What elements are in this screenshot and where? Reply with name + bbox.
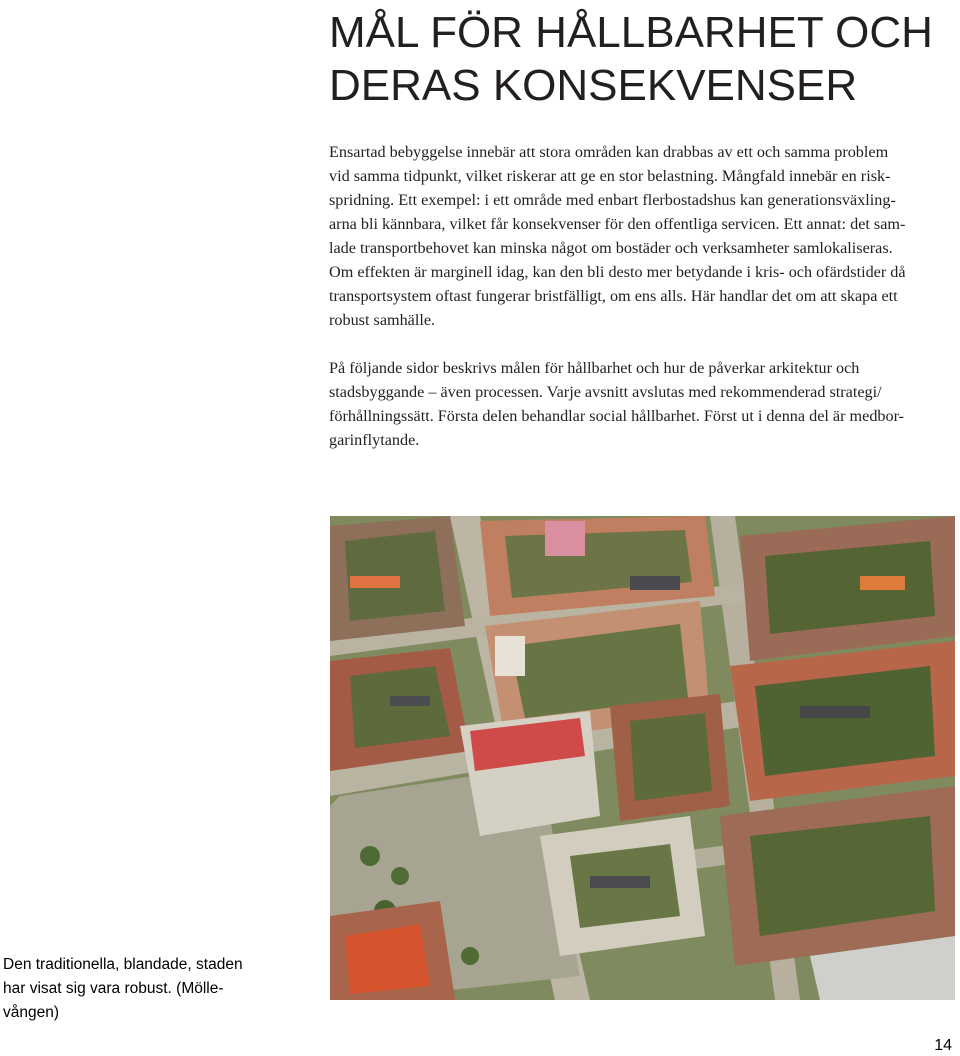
caption-line: har visat sig vara robust. (Mölle- — [3, 980, 224, 997]
paragraph-line: vid samma tidpunkt, vilket riskerar att ge en stor belastning. Mångfald innebär en risk- — [329, 167, 891, 185]
paragraph-line: Om effekten är marginell idag, kan den bli desto mer betydande i kris- och ofärdstider då — [329, 263, 906, 281]
paragraph-line: robust samhälle. — [329, 311, 436, 329]
page-title — [329, 6, 960, 112]
paragraph-line: lade transportbehovet kan minska något om bostäder och verksamheter samlokaliseras. — [329, 239, 893, 257]
paragraph-line: arna bli kännbara, vilket får konsekvenser för den offentliga servicen. Ett annat: det sam- — [329, 215, 906, 233]
paragraph-line: Ensartad bebyggelse innebär att stora områden kan drabbas av ett och samma problem — [329, 143, 889, 161]
aerial-city-photo — [330, 516, 955, 1000]
intro-paragraph — [329, 140, 955, 332]
photo-caption — [3, 953, 303, 1025]
caption-line: Den traditionella, blandade, staden — [3, 956, 243, 973]
caption-line: vången) — [3, 1004, 60, 1021]
page-number: 14 — [934, 1037, 952, 1054]
paragraph-line: stadsbyggande – även processen. Varje avsnitt avslutas med rekommenderad strategi/ — [329, 383, 882, 401]
title-line-1: MÅL FÖR HÅLLBARHET OCH — [329, 8, 933, 57]
paragraph-line: garinflytande. — [329, 431, 420, 449]
title-line-2: DERAS KONSEKVENSER — [329, 61, 858, 110]
paragraph-line: spridning. Ett exempel: i ett område med enbart flerbostadshus kan generationsväxling- — [329, 191, 896, 209]
aerial-city-illustration — [330, 516, 955, 1000]
paragraph-line: På följande sidor beskrivs målen för hållbarhet och hur de påverkar arkitektur och — [329, 359, 860, 377]
paragraph-line: förhållningssätt. Första delen behandlar social hållbarhet. Först ut i denna del är medbor- — [329, 407, 905, 425]
paragraph-line: transportsystem oftast fungerar bristfälligt, om ens alls. Här handlar det om att skapa ett — [329, 287, 898, 305]
overview-paragraph — [329, 356, 955, 452]
